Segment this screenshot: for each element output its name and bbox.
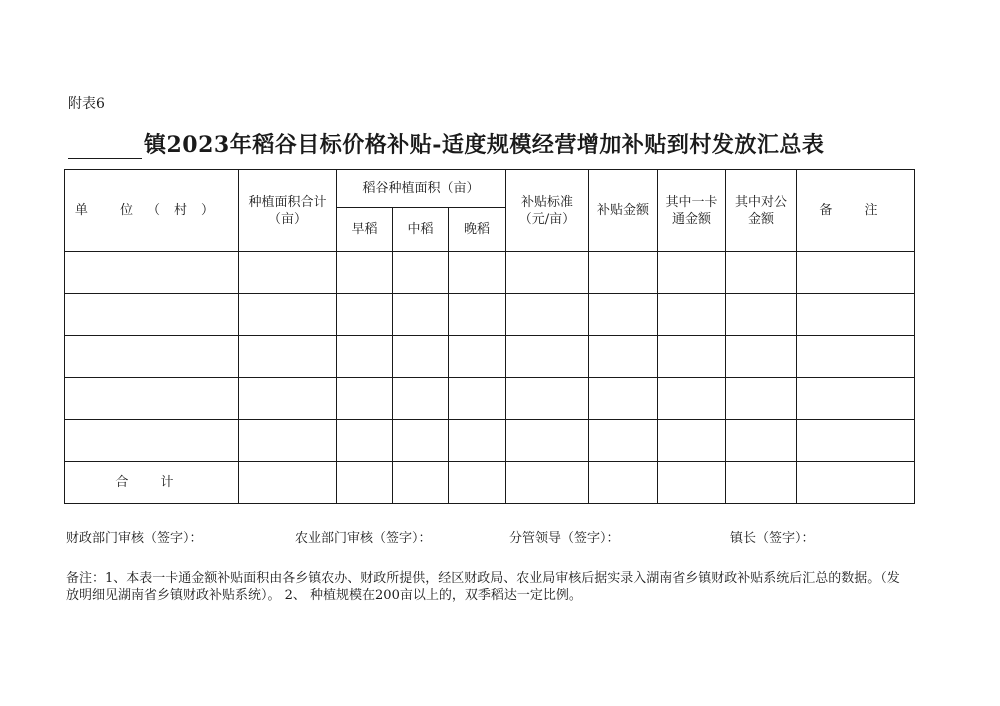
total-row bbox=[65, 462, 915, 504]
cell-middle-rice[interactable] bbox=[393, 420, 449, 462]
cell-public[interactable] bbox=[726, 378, 797, 420]
mayor-signature: 镇长（签字）： bbox=[730, 531, 815, 546]
cell-subsidy-amount[interactable] bbox=[589, 336, 658, 378]
cell-total-area[interactable] bbox=[239, 378, 337, 420]
header-remarks: 备 注 bbox=[797, 170, 915, 252]
cell-early-rice[interactable] bbox=[337, 252, 393, 294]
cell-late-rice[interactable] bbox=[449, 336, 506, 378]
signature-line bbox=[66, 527, 916, 545]
cell-total-area[interactable] bbox=[239, 336, 337, 378]
cell-one-card[interactable] bbox=[658, 378, 726, 420]
header-early-rice: 早稻 bbox=[337, 208, 393, 252]
cell-unit[interactable] bbox=[65, 420, 239, 462]
cell-late-rice[interactable] bbox=[449, 378, 506, 420]
title-text: 镇2023年稻谷目标价格补贴-适度规模经营增加补贴到村发放汇总表 bbox=[144, 132, 825, 158]
leader-signature: 分管领导（签字）： bbox=[509, 531, 620, 546]
cell-subsidy-amount[interactable] bbox=[589, 378, 658, 420]
cell-remarks[interactable] bbox=[797, 420, 915, 462]
cell-remarks[interactable] bbox=[797, 294, 915, 336]
cell-remarks[interactable] bbox=[797, 336, 915, 378]
header-rice-area: 稻谷种植面积（亩） bbox=[337, 170, 506, 208]
finance-signature: 财政部门审核（签字）： bbox=[66, 531, 203, 546]
cell-early-rice[interactable] bbox=[337, 378, 393, 420]
annex-label: 附表6 bbox=[68, 96, 105, 112]
table-row bbox=[65, 378, 915, 420]
header-public-amount: 其中对公 金额 bbox=[726, 170, 797, 252]
cell-late-rice[interactable] bbox=[449, 294, 506, 336]
cell-public[interactable] bbox=[726, 420, 797, 462]
cell-public[interactable] bbox=[726, 252, 797, 294]
cell-subsidy-standard[interactable] bbox=[506, 294, 589, 336]
cell-subsidy-amount[interactable] bbox=[589, 462, 658, 504]
cell-remarks[interactable] bbox=[797, 252, 915, 294]
cell-subsidy-amount[interactable] bbox=[589, 420, 658, 462]
cell-middle-rice[interactable] bbox=[393, 462, 449, 504]
cell-middle-rice[interactable] bbox=[393, 378, 449, 420]
cell-remarks[interactable] bbox=[797, 462, 915, 504]
header-subsidy-standard: 补贴标准 （元/亩） bbox=[506, 170, 589, 252]
cell-one-card[interactable] bbox=[658, 252, 726, 294]
cell-subsidy-standard[interactable] bbox=[506, 420, 589, 462]
town-name-blank[interactable] bbox=[68, 136, 142, 159]
cell-unit[interactable] bbox=[65, 378, 239, 420]
cell-total-area[interactable] bbox=[239, 462, 337, 504]
header-unit: 单 位（村） bbox=[65, 170, 239, 252]
cell-middle-rice[interactable] bbox=[393, 252, 449, 294]
header-row-1 bbox=[65, 170, 915, 208]
summary-table bbox=[64, 169, 915, 504]
page-title bbox=[68, 128, 824, 159]
cell-early-rice[interactable] bbox=[337, 294, 393, 336]
cell-late-rice[interactable] bbox=[449, 420, 506, 462]
cell-subsidy-standard[interactable] bbox=[506, 252, 589, 294]
cell-one-card[interactable] bbox=[658, 336, 726, 378]
cell-public[interactable] bbox=[726, 462, 797, 504]
cell-late-rice[interactable] bbox=[449, 252, 506, 294]
table-row bbox=[65, 420, 915, 462]
table-row bbox=[65, 336, 915, 378]
table-row bbox=[65, 294, 915, 336]
cell-middle-rice[interactable] bbox=[393, 294, 449, 336]
table-row bbox=[65, 252, 915, 294]
header-one-card-amount: 其中一卡 通金额 bbox=[658, 170, 726, 252]
cell-one-card[interactable] bbox=[658, 294, 726, 336]
cell-subsidy-standard[interactable] bbox=[506, 336, 589, 378]
cell-one-card[interactable] bbox=[658, 462, 726, 504]
cell-early-rice[interactable] bbox=[337, 462, 393, 504]
cell-subsidy-standard[interactable] bbox=[506, 378, 589, 420]
cell-subsidy-amount[interactable] bbox=[589, 252, 658, 294]
cell-early-rice[interactable] bbox=[337, 420, 393, 462]
cell-unit[interactable] bbox=[65, 294, 239, 336]
cell-subsidy-standard[interactable] bbox=[506, 462, 589, 504]
cell-remarks[interactable] bbox=[797, 378, 915, 420]
cell-middle-rice[interactable] bbox=[393, 336, 449, 378]
cell-one-card[interactable] bbox=[658, 420, 726, 462]
cell-subsidy-amount[interactable] bbox=[589, 294, 658, 336]
cell-public[interactable] bbox=[726, 336, 797, 378]
cell-early-rice[interactable] bbox=[337, 336, 393, 378]
cell-late-rice[interactable] bbox=[449, 462, 506, 504]
cell-total-area[interactable] bbox=[239, 294, 337, 336]
cell-public[interactable] bbox=[726, 294, 797, 336]
header-middle-rice: 中稻 bbox=[393, 208, 449, 252]
cell-unit[interactable] bbox=[65, 336, 239, 378]
cell-unit[interactable] bbox=[65, 252, 239, 294]
header-subsidy-amount: 补贴金额 bbox=[589, 170, 658, 252]
cell-total-area[interactable] bbox=[239, 420, 337, 462]
total-row-label: 合 计 bbox=[65, 462, 239, 504]
cell-total-area[interactable] bbox=[239, 252, 337, 294]
header-late-rice: 晚稻 bbox=[449, 208, 506, 252]
footnote: 备注：1、本表一卡通金额补贴面积由各乡镇农办、财政所提供，经区财政局、农业局审核后据实录入湖南省乡镇财政补贴系统后汇总的数据。（发放明细见湖南省乡镇财政补贴系统）。 2、 种植规模在200亩以上的，双季稻达一定比例。 bbox=[66, 571, 900, 603]
agriculture-signature: 农业部门审核（签字）： bbox=[295, 531, 432, 546]
header-planting-area-total: 种植面积合计 （亩） bbox=[239, 170, 337, 252]
